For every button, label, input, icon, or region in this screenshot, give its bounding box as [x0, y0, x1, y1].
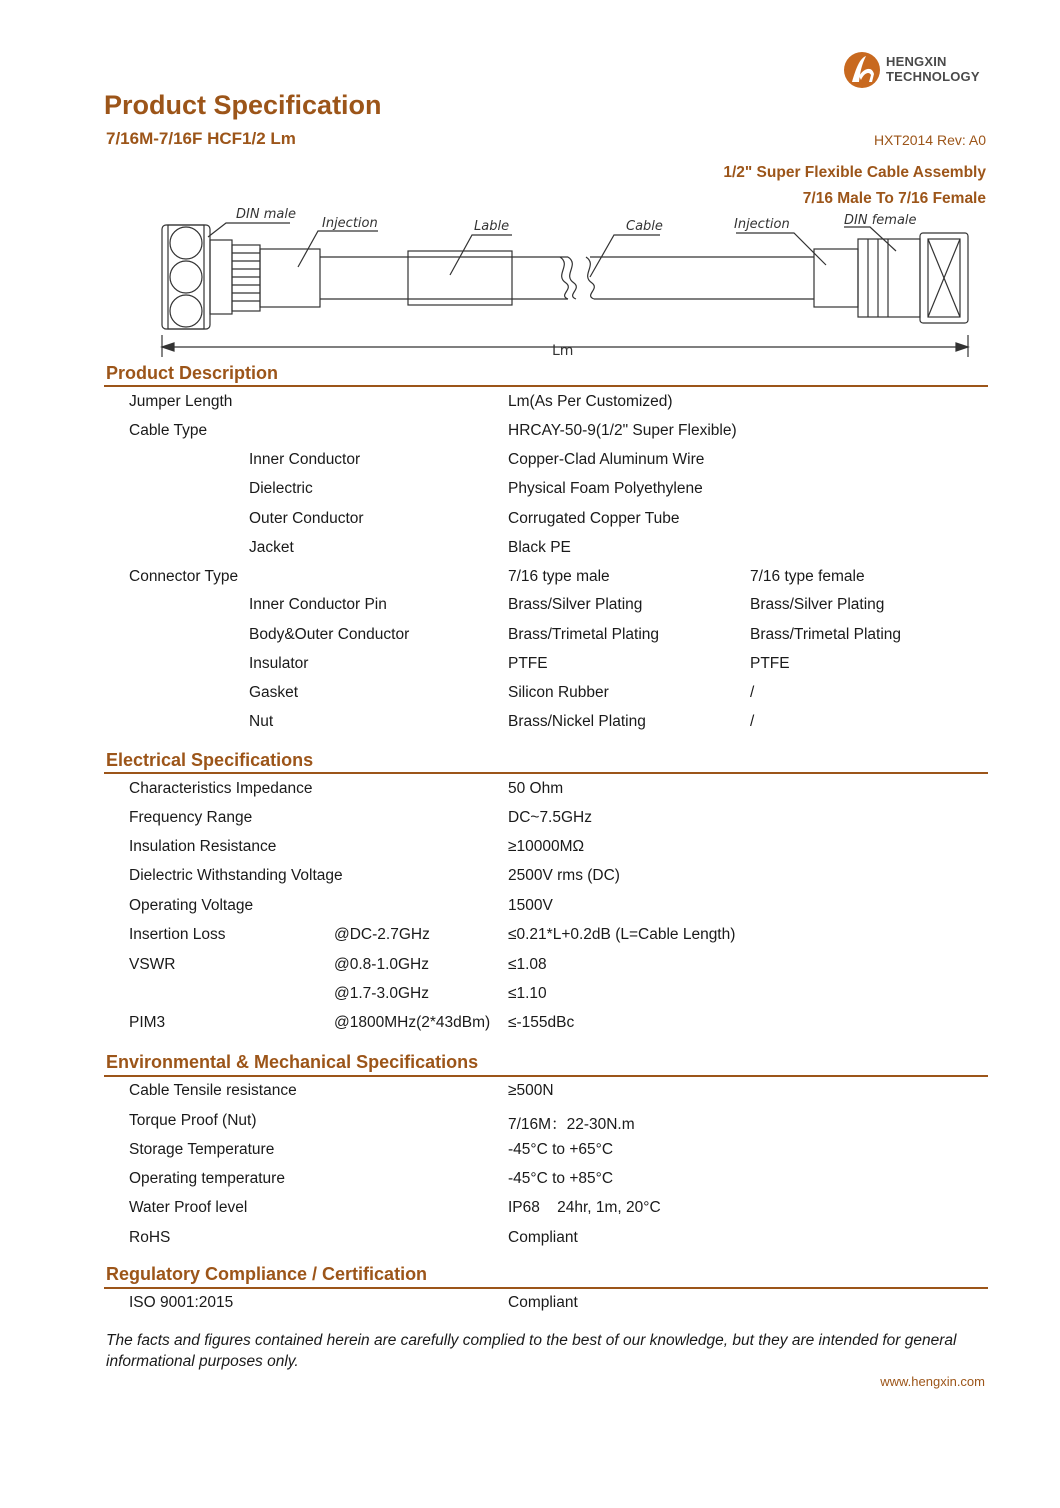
spec-value-female: 7/16 type female — [750, 568, 865, 585]
spec-value: ≥10000MΩ — [508, 838, 585, 855]
spec-value: HRCAY-50-9(1/2" Super Flexible) — [508, 422, 737, 439]
spec-value-female: Brass/Silver Plating — [750, 596, 885, 613]
spec-condition: @1800MHz(2*43dBm) — [334, 1014, 491, 1031]
spec-sublabel: Body&Outer Conductor — [249, 626, 410, 643]
spec-value-male: PTFE — [508, 655, 548, 672]
spec-value: ≤1.08 — [508, 956, 547, 973]
table-row — [0, 1294, 1060, 1323]
drawing-label-din-female: DIN female — [844, 213, 917, 228]
table-row — [0, 1141, 1060, 1170]
section-divider — [104, 1287, 988, 1289]
spec-label: Operating temperature — [129, 1170, 285, 1187]
spec-value: ≤-155dBc — [508, 1014, 575, 1031]
spec-value: ≤0.21*L+0.2dB (L=Cable Length) — [508, 926, 736, 943]
table-row — [0, 1199, 1060, 1228]
spec-value-female: / — [750, 713, 755, 730]
spec-label: Dielectric Withstanding Voltage — [129, 867, 343, 884]
table-row — [0, 1082, 1060, 1111]
table-row — [0, 1014, 1060, 1043]
spec-value: Black PE — [508, 539, 571, 556]
table-row — [0, 1170, 1060, 1199]
spec-label: Storage Temperature — [129, 1141, 275, 1158]
spec-label: Operating Voltage — [129, 897, 254, 914]
spec-sublabel: Dielectric — [249, 480, 313, 497]
drawing-label-injection-right: Injection — [734, 217, 790, 232]
table-row — [0, 655, 1060, 684]
spec-label: Frequency Range — [129, 809, 253, 826]
table-row — [0, 985, 1060, 1014]
spec-value-female: / — [750, 684, 755, 701]
table-row — [0, 596, 1060, 625]
cable-assembly-drawing — [150, 195, 980, 365]
spec-value: 50 Ohm — [508, 780, 564, 797]
table-row — [0, 1229, 1060, 1258]
spec-label: Torque Proof (Nut) — [129, 1112, 257, 1129]
spec-label: Cable Tensile resistance — [129, 1082, 297, 1099]
table-row — [0, 539, 1060, 568]
section-title-electrical: Electrical Specifications — [106, 750, 314, 770]
table-row — [0, 510, 1060, 539]
drawing-label-injection-left: Injection — [322, 216, 378, 231]
drawing-label-din-male: DIN male — [236, 207, 296, 222]
spec-condition: @DC-2.7GHz — [334, 926, 430, 943]
spec-sublabel: Jacket — [249, 539, 294, 556]
table-row — [0, 713, 1060, 742]
spec-value: Compliant — [508, 1229, 578, 1246]
spec-sublabel: Outer Conductor — [249, 510, 364, 527]
assembly-connectors: 7/16 Male To 7/16 Female — [802, 190, 986, 207]
table-row — [0, 451, 1060, 480]
spec-sublabel: Inner Conductor Pin — [249, 596, 387, 613]
spec-condition: @1.7-3.0GHz — [334, 985, 429, 1002]
section-divider — [104, 772, 988, 774]
table-row — [0, 480, 1060, 509]
company-logo — [842, 48, 992, 94]
footer-website-link[interactable]: www.hengxin.com — [880, 1374, 985, 1389]
disclaimer: The facts and figures contained herein are carefully complied to the best of our knowledge, but they are intended for general informational purposes only. — [106, 1332, 957, 1370]
spec-value: -45°C to +65°C — [508, 1141, 614, 1158]
spec-value: Compliant — [508, 1294, 578, 1311]
logo-name-line2: TECHNOLOGY — [886, 69, 980, 84]
page-title: Product Specification — [104, 90, 382, 120]
spec-label: Cable Type — [129, 422, 208, 439]
spec-value-male: 7/16 type male — [508, 568, 610, 585]
spec-label: Insulation Resistance — [129, 838, 277, 855]
section-title-regulatory: Regulatory Compliance / Certification — [106, 1264, 428, 1284]
section-divider — [104, 1075, 988, 1077]
hengxin-logo-icon — [842, 50, 882, 90]
section-title-environmental: Environmental & Mechanical Specifications — [106, 1052, 479, 1072]
spec-label: Connector Type — [129, 568, 239, 585]
table-row — [0, 867, 1060, 896]
table-row — [0, 956, 1060, 985]
assembly-description: 1/2" Super Flexible Cable Assembly — [723, 164, 986, 181]
spec-label: Characteristics Impedance — [129, 780, 313, 797]
table-row — [0, 780, 1060, 809]
spec-value: DC~7.5GHz — [508, 809, 592, 826]
section-divider — [104, 385, 988, 387]
spec-sublabel: Nut — [249, 713, 274, 730]
table-row — [0, 838, 1060, 867]
spec-sublabel: Inner Conductor — [249, 451, 361, 468]
table-row — [0, 422, 1060, 451]
spec-value-male: Silicon Rubber — [508, 684, 609, 701]
table-row — [0, 393, 1060, 422]
table-row — [0, 1112, 1060, 1141]
drawing-label-cable: Cable — [626, 219, 663, 234]
spec-value: 2500V rms (DC) — [508, 867, 620, 884]
spec-value-male: Brass/Trimetal Plating — [508, 626, 660, 643]
spec-value-male: Brass/Silver Plating — [508, 596, 643, 613]
spec-value: IP68 24hr, 1m, 20°C — [508, 1199, 661, 1216]
spec-label: Insertion Loss — [129, 926, 226, 943]
spec-sublabel: Insulator — [249, 655, 309, 672]
spec-label: Water Proof level — [129, 1199, 248, 1216]
drawing-label-length: Lm — [552, 343, 574, 359]
spec-value: 7/16M：22-30N.m — [508, 1116, 635, 1133]
spec-value: ≤1.10 — [508, 985, 547, 1002]
spec-value: ≥500N — [508, 1082, 554, 1099]
spec-value: -45°C to +85°C — [508, 1170, 614, 1187]
spec-value: 1500V — [508, 897, 553, 914]
logo-name-line1: HENGXIN — [886, 54, 947, 69]
spec-value-male: Brass/Nickel Plating — [508, 713, 646, 730]
spec-label: Jumper Length — [129, 393, 233, 410]
spec-value: Physical Foam Polyethylene — [508, 480, 703, 497]
spec-value-female: PTFE — [750, 655, 790, 672]
spec-value: Lm(As Per Customized) — [508, 393, 673, 410]
spec-sublabel: Gasket — [249, 684, 299, 701]
spec-label: RoHS — [129, 1229, 171, 1246]
drawing-label-lable: Lable — [474, 219, 510, 234]
document-reference: HXT2014 Rev: A0 — [873, 132, 986, 148]
spec-label: PIM3 — [129, 1014, 166, 1031]
spec-condition: @0.8-1.0GHz — [334, 956, 429, 973]
spec-value-female: Brass/Trimetal Plating — [750, 626, 902, 643]
table-row — [0, 684, 1060, 713]
table-row — [0, 568, 1060, 597]
table-row — [0, 809, 1060, 838]
spec-label: VSWR — [129, 956, 176, 973]
spec-label: ISO 9001:2015 — [129, 1294, 234, 1311]
table-row — [0, 897, 1060, 926]
table-row — [0, 626, 1060, 655]
section-title-product-description: Product Description — [106, 363, 279, 383]
table-row — [0, 926, 1060, 955]
spec-value: Copper-Clad Aluminum Wire — [508, 451, 705, 468]
product-model: 7/16M-7/16F HCF1/2 Lm — [106, 129, 296, 148]
spec-value: Corrugated Copper Tube — [508, 510, 680, 527]
